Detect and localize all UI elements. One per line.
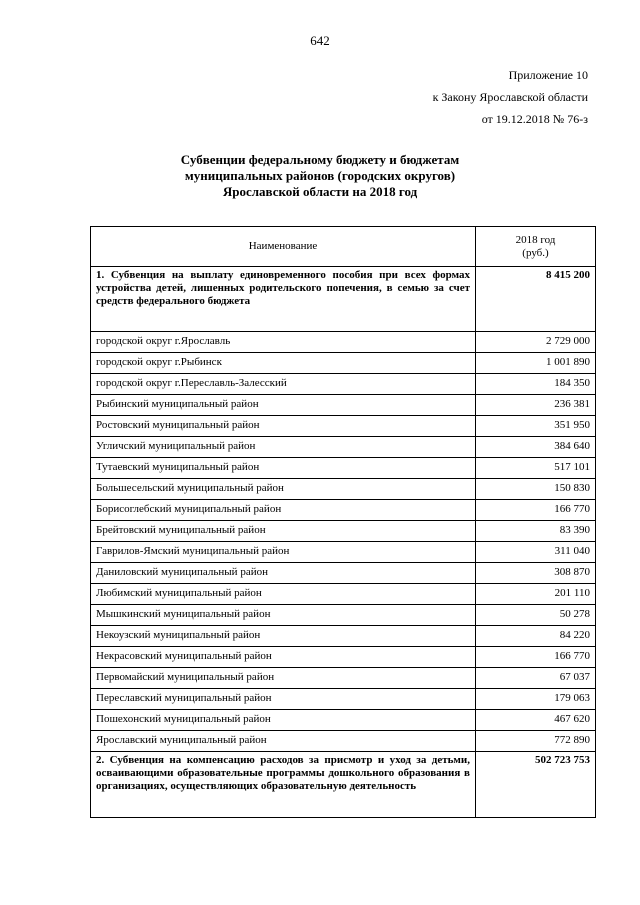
appendix-line-3: от 19.12.2018 № 76-з bbox=[481, 112, 588, 126]
table-row bbox=[91, 605, 596, 626]
municipality-name: Пошехонский муниципальный район bbox=[91, 710, 476, 731]
subsidy-amount: 308 870 bbox=[476, 563, 596, 584]
section-1-value: 8 415 200 bbox=[476, 267, 596, 332]
subsidy-amount: 467 620 bbox=[476, 710, 596, 731]
title-line-3: Ярославской области на 2018 год bbox=[222, 184, 418, 199]
title-line-2: муниципальных районов (городских округов) bbox=[184, 168, 456, 183]
municipality-name: Мышкинский муниципальный район bbox=[91, 605, 476, 626]
table-row bbox=[91, 647, 596, 668]
municipality-name: Ярославский муниципальный район bbox=[91, 731, 476, 752]
table-row bbox=[91, 626, 596, 647]
table-row bbox=[91, 731, 596, 752]
subsidy-amount: 351 950 bbox=[476, 416, 596, 437]
subsidy-amount: 517 101 bbox=[476, 458, 596, 479]
subsidy-amount: 50 278 bbox=[476, 605, 596, 626]
subsidy-amount: 201 110 bbox=[476, 584, 596, 605]
header-name: Наименование bbox=[91, 227, 476, 267]
section-1-name: 1. Субвенция на выплату единовременного пособия при всех формах устройства детей, лишенных родительского попечения, в семью за счет средств федерального бюджета bbox=[91, 267, 476, 332]
table-row bbox=[91, 416, 596, 437]
table-row bbox=[91, 479, 596, 500]
table-row bbox=[91, 332, 596, 353]
municipality-name: Угличский муниципальный район bbox=[91, 437, 476, 458]
subsidy-amount: 84 220 bbox=[476, 626, 596, 647]
subsidy-amount: 772 890 bbox=[476, 731, 596, 752]
municipality-name: Переславский муниципальный район bbox=[91, 689, 476, 710]
table-row bbox=[91, 353, 596, 374]
table-row bbox=[91, 458, 596, 479]
municipality-name: Рыбинский муниципальный район bbox=[91, 395, 476, 416]
municipality-name: Некоузский муниципальный район bbox=[91, 626, 476, 647]
section-2-row bbox=[91, 752, 596, 818]
municipality-name: Некрасовский муниципальный район bbox=[91, 647, 476, 668]
title-line-1: Субвенции федеральному бюджету и бюджетам bbox=[180, 152, 460, 167]
municipality-name: Борисоглебский муниципальный район bbox=[91, 500, 476, 521]
municipality-name: Брейтовский муниципальный район bbox=[91, 521, 476, 542]
municipality-name: Даниловский муниципальный район bbox=[91, 563, 476, 584]
header-unit-label: (руб.) bbox=[522, 246, 549, 259]
municipality-name: Ростовский муниципальный район bbox=[91, 416, 476, 437]
municipality-name: Гаврилов-Ямский муниципальный район bbox=[91, 542, 476, 563]
subsidy-amount: 1 001 890 bbox=[476, 353, 596, 374]
subsidy-table bbox=[90, 226, 596, 818]
subsidy-amount: 150 830 bbox=[476, 479, 596, 500]
appendix-line-1: Приложение 10 bbox=[508, 68, 588, 82]
table-header-row bbox=[91, 227, 596, 267]
table-row bbox=[91, 374, 596, 395]
table-row bbox=[91, 584, 596, 605]
subsidy-amount: 179 063 bbox=[476, 689, 596, 710]
table-row bbox=[91, 395, 596, 416]
subsidy-amount: 166 770 bbox=[476, 500, 596, 521]
table-row bbox=[91, 563, 596, 584]
municipality-name: Тутаевский муниципальный район bbox=[91, 458, 476, 479]
section-2-name: 2. Субвенция на компенсацию расходов за присмотр и уход за детьми, осваивающими образовательные программы дошкольного образования в организациях, осуществляющих образовательную деятельность bbox=[91, 752, 476, 818]
document-title bbox=[0, 152, 640, 200]
header-year-label: 2018 год bbox=[515, 233, 556, 246]
municipality-name: городской округ г.Переславль-Залесский bbox=[91, 374, 476, 395]
appendix-line-2: к Закону Ярославской области bbox=[432, 90, 588, 104]
table-row bbox=[91, 437, 596, 458]
subsidy-amount: 166 770 bbox=[476, 647, 596, 668]
subsidy-amount: 384 640 bbox=[476, 437, 596, 458]
table-row bbox=[91, 521, 596, 542]
subsidy-amount: 184 350 bbox=[476, 374, 596, 395]
table-row bbox=[91, 710, 596, 731]
subsidy-amount: 311 040 bbox=[476, 542, 596, 563]
appendix-reference bbox=[433, 64, 588, 130]
table-row bbox=[91, 689, 596, 710]
subsidy-amount: 67 037 bbox=[476, 668, 596, 689]
municipality-name: городской округ г.Ярославль bbox=[91, 332, 476, 353]
municipality-name: Любимский муниципальный район bbox=[91, 584, 476, 605]
table-row bbox=[91, 500, 596, 521]
header-year bbox=[476, 227, 596, 267]
municipality-name: Первомайский муниципальный район bbox=[91, 668, 476, 689]
subsidy-amount: 83 390 bbox=[476, 521, 596, 542]
page-number: 642 bbox=[310, 33, 330, 48]
municipality-name: городской округ г.Рыбинск bbox=[91, 353, 476, 374]
table-row bbox=[91, 542, 596, 563]
subsidy-amount: 2 729 000 bbox=[476, 332, 596, 353]
subsidy-amount: 236 381 bbox=[476, 395, 596, 416]
municipality-name: Большесельский муниципальный район bbox=[91, 479, 476, 500]
section-2-value: 502 723 753 bbox=[476, 752, 596, 818]
table-row bbox=[91, 668, 596, 689]
section-1-row bbox=[91, 267, 596, 332]
